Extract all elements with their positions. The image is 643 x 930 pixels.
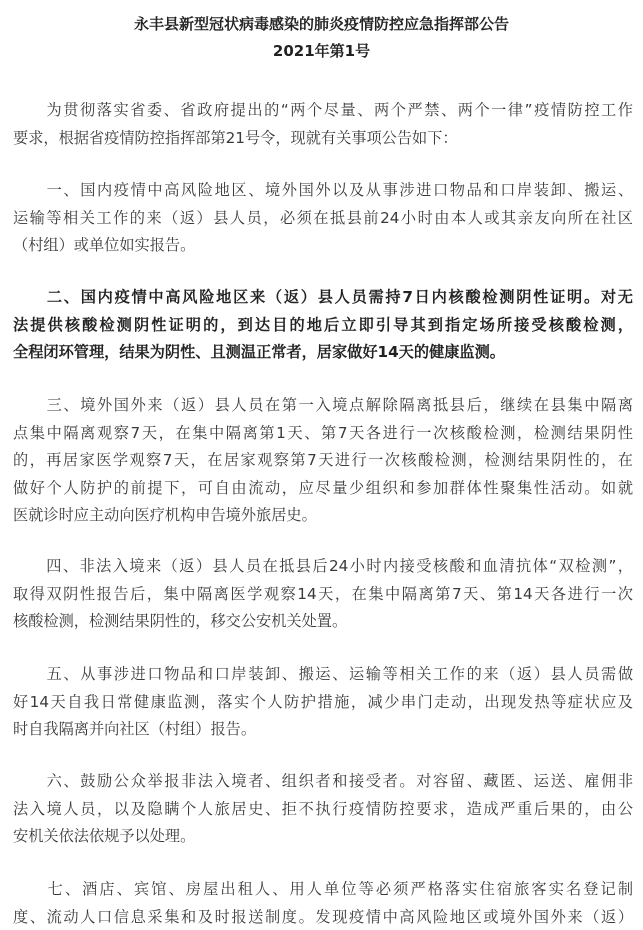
text-line: 时自我隔离并向社区（村组）报告。 [13, 720, 256, 738]
clause-3-paragraph [13, 392, 633, 530]
text-line: 全程闭环管理，结果为阴性、且测温正常者，居家做好14天的健康监测。 [13, 343, 505, 361]
clause-6-paragraph [13, 768, 633, 851]
clause-7-paragraph [13, 876, 633, 930]
intro-paragraph [13, 97, 633, 152]
text-line: 的，再居家医学观察7天，在居家观察第7天进行一次核酸检测，检测结果阴性的，在 [13, 451, 633, 469]
text-line: 一、国内疫情中高风险地区、境外国外以及从事涉进口物品和口岸装卸、搬运、 [13, 181, 633, 199]
text-line: 三、境外国外来（返）县人员在第一入境点解除隔离抵县后，继续在县集中隔离 [13, 396, 633, 414]
announcement-title: 永丰县新型冠状病毒感染的肺炎疫情防控应急指挥部公告 [133, 15, 509, 33]
text-line: 法入境人员，以及隐瞒个人旅居史、拒不执行疫情防控要求，造成严重后果的，由公 [13, 799, 633, 818]
text-line: 点集中隔离观察7天，在集中隔离第1天、第7天各进行一次核酸检测，检测结果阴性 [13, 423, 633, 442]
clause-1-paragraph [13, 177, 633, 260]
text-line: 做好个人防护的前提下，可自由流动，应尽量少组织和参加群体性聚集性活动。如就 [13, 478, 633, 497]
text-line: 六、鼓励公众举报非法入境者、组织者和接受者。对容留、藏匿、运送、雇佣非 [13, 772, 633, 790]
text-line: 医就诊时应主动向医疗机构申告境外旅居史。 [13, 506, 317, 524]
clause-2-paragraph [13, 284, 633, 367]
text-line: 核酸检测，检测结果阴性的，移交公安机关处置。 [13, 612, 348, 630]
text-line: 五、从事涉进口物品和口岸装卸、搬运、运输等相关工作的来（返）县人员需做 [13, 665, 633, 683]
text-line: 二、国内疫情中高风险地区来（返）县人员需持7日内核酸检测阴性证明。对无 [13, 288, 633, 306]
text-line: 安机关依法依规予以处理。 [13, 827, 196, 845]
text-line: 要求，根据省疫情防控指挥部第21号令，现就有关事项公告如下： [13, 128, 458, 147]
clause-4-paragraph [13, 553, 633, 636]
text-line: 四、非法入境来（返）县人员在抵县后24小时内接受核酸和血清抗体“双检测”， [13, 557, 633, 575]
announcement-number: 2021年第1号 [272, 42, 371, 60]
text-line: 为贯彻落实省委、省政府提出的“两个尽量、两个严禁、两个一律”疫情防控工作 [13, 101, 633, 119]
text-line: 法提供核酸检测阴性证明的，到达目的地后立即引导其到指定场所接受核酸检测， [13, 315, 633, 334]
text-line: 七、酒店、宾馆、房屋出租人、用人单位等必须严格落实住宿旅客实名登记制 [13, 880, 633, 898]
text-line: （村组）或单位如实报告。 [13, 236, 196, 254]
text-line: 运输等相关工作的来（返）县人员，必须在抵县前24小时由本人或其亲友向所在社区 [13, 208, 633, 227]
text-line: 取得双阴性报告后，集中隔离医学观察14天，在集中隔离第7天、第14天各进行一次 [13, 584, 633, 603]
clause-5-paragraph [13, 661, 633, 744]
text-line: 度、流动人口信息采集和及时报送制度。发现疫情中高风险地区或境外国外来（返） [13, 907, 633, 926]
text-line: 好14天自我日常健康监测，落实个人防护措施，减少串门走动，出现发热等症状应及 [13, 692, 633, 711]
